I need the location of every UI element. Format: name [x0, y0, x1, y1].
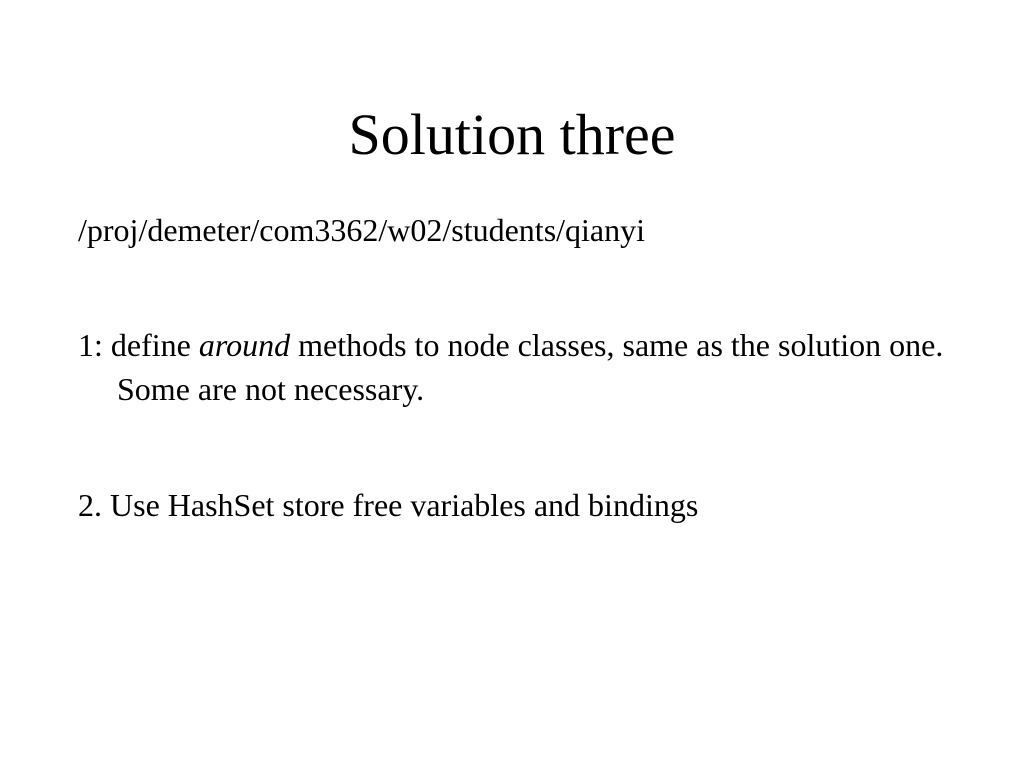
item-1-prefix: 1: define [78, 327, 199, 363]
path-line: /proj/demeter/com3362/w02/students/qianyi [78, 212, 646, 248]
slide-title: Solution three [348, 102, 676, 167]
paragraph-gap [78, 411, 958, 483]
item-1-suffix: methods to node classes, same as the solution one. Some are not necessary. [117, 327, 944, 407]
item-2: 2. Use HashSet store free variables and bindings [78, 487, 699, 523]
paragraph-gap [78, 252, 958, 323]
slide-body [78, 208, 958, 527]
item-1 [78, 323, 958, 411]
item-1-emphasis: around [198, 327, 291, 363]
